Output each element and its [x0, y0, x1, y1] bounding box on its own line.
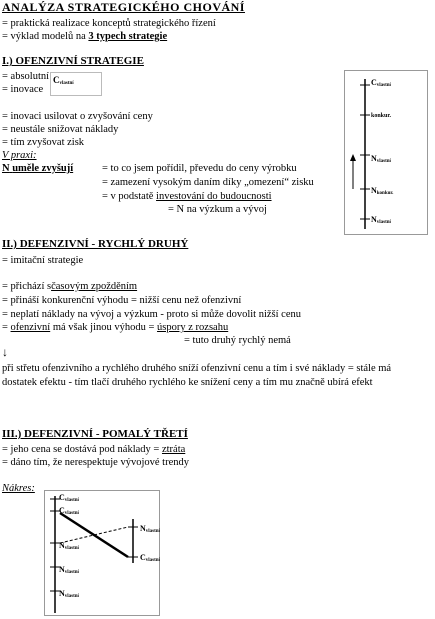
s2-bullet-5: = tuto druhý rychlý nemá [184, 335, 291, 346]
down-arrow-icon: ↓ [2, 345, 8, 359]
inovace-line: = inovace [2, 84, 44, 95]
bullet-2: = neustále snižovat náklady [2, 124, 119, 135]
diag2-n-vlastni-lower: $N_{vlastní}$ [59, 565, 79, 575]
diag2-n-vlastni-bottom: $N_{vlastní}$ [59, 589, 79, 599]
diag2-c-vlastni-top: $C_{vlastní}$ [59, 493, 79, 503]
s3-line-1: = jeho cena se dostává pod náklady = ztráta [2, 444, 186, 455]
diag2-c-vlastni-second: $C_{vlastní}$ [59, 506, 79, 516]
s2-paragraph-line-1: při střetu ofenzivního a rychlého druhého sníží ofenzivní cenu a tím i své náklady = stále má [2, 363, 392, 374]
s2-bullet-1: = přichází sčasovým zpožděním [2, 281, 138, 292]
intro-line-1: = praktická realizace konceptů strategického řízení [2, 18, 216, 29]
defensive-diagram[interactable] [44, 490, 160, 616]
diag2-c-vlastni-right: $C_{vlastní}$ [140, 553, 160, 563]
offensive-diagram[interactable] [344, 70, 428, 235]
diag1-n-vlastni-bottom: $N_{vlastní}$ [371, 215, 391, 225]
diag1-konkur: konkur. [371, 113, 391, 119]
diag2-n-vlastni-left: $N_{vlastní}$ [59, 541, 79, 551]
inline-object-label: $C_{vlastní}$ [53, 75, 74, 86]
praxi-line-1: = to co jsem pořídil, převedu do ceny výrobku [102, 163, 297, 174]
diag1-c-vlastni: $C_{vlastní}$ [371, 78, 391, 88]
bullet-1: = inovaci usilovat o zvyšování ceny [2, 111, 153, 122]
diag1-n-konkur: $N_{konkur.}$ [371, 186, 394, 196]
page-title: ANALÝZA STRATEGICKÉHO CHOVÁNÍ [2, 0, 245, 14]
bullet-3: = tím zvyšovat zisk [2, 137, 85, 148]
v-praxi-label: V praxi: [2, 150, 37, 161]
s2-bullet-3: = neplatí náklady na vývoj a výzkum - proto si může dovolit nižší cenu [2, 309, 301, 320]
praxi-line-3: = v podstatě investování do budoucnosti [102, 191, 272, 202]
praxi-line-4: = N na výzkum a vývoj [168, 204, 267, 215]
intro-line-2-prefix: = výklad modelů na [2, 31, 86, 42]
praxi-line-2: = zamezení vysokým daním díky „omezení“ zisku [102, 177, 314, 188]
n-umele-label: N uměle zvyšují [2, 163, 74, 174]
section-3-heading: III.) DEFENZIVNÍ - POMALÝ TŘETÍ [2, 428, 188, 440]
absolutni-line: = absolutní [2, 71, 50, 82]
nakres-label: Nákres: [2, 483, 35, 494]
s2-paragraph-line-2: dostatek efektu - tím tlačí druhého rychlého ke snížení ceny a tím mu značně ubírá efekt [2, 377, 373, 388]
s2-bullet-2: = přináší konkurenční výhodu = nižší cenu než ofenzivní [2, 295, 242, 306]
s2-bullet-4: = ofenzivní má však jinou výhodu = úspory z rozsahu [2, 322, 229, 333]
section-2-heading: II.) DEFENZIVNÍ - RYCHLÝ DRUHÝ [2, 238, 189, 250]
imitacni-line: = imitační strategie [2, 255, 84, 266]
inline-object-box[interactable] [50, 72, 102, 96]
section-1-heading: I.) OFENZIVNÍ STRATEGIE [2, 55, 144, 67]
intro-line-2 [2, 31, 167, 42]
intro-line-2-bold: 3 typech strategie [88, 31, 168, 42]
diag1-n-vlastni: $N_{vlastní}$ [371, 154, 391, 164]
diag2-n-vlastni-right: $N_{vlastní}$ [140, 524, 160, 534]
s3-line-2: = dáno tím, že nerespektuje vývojové trendy [2, 457, 189, 468]
